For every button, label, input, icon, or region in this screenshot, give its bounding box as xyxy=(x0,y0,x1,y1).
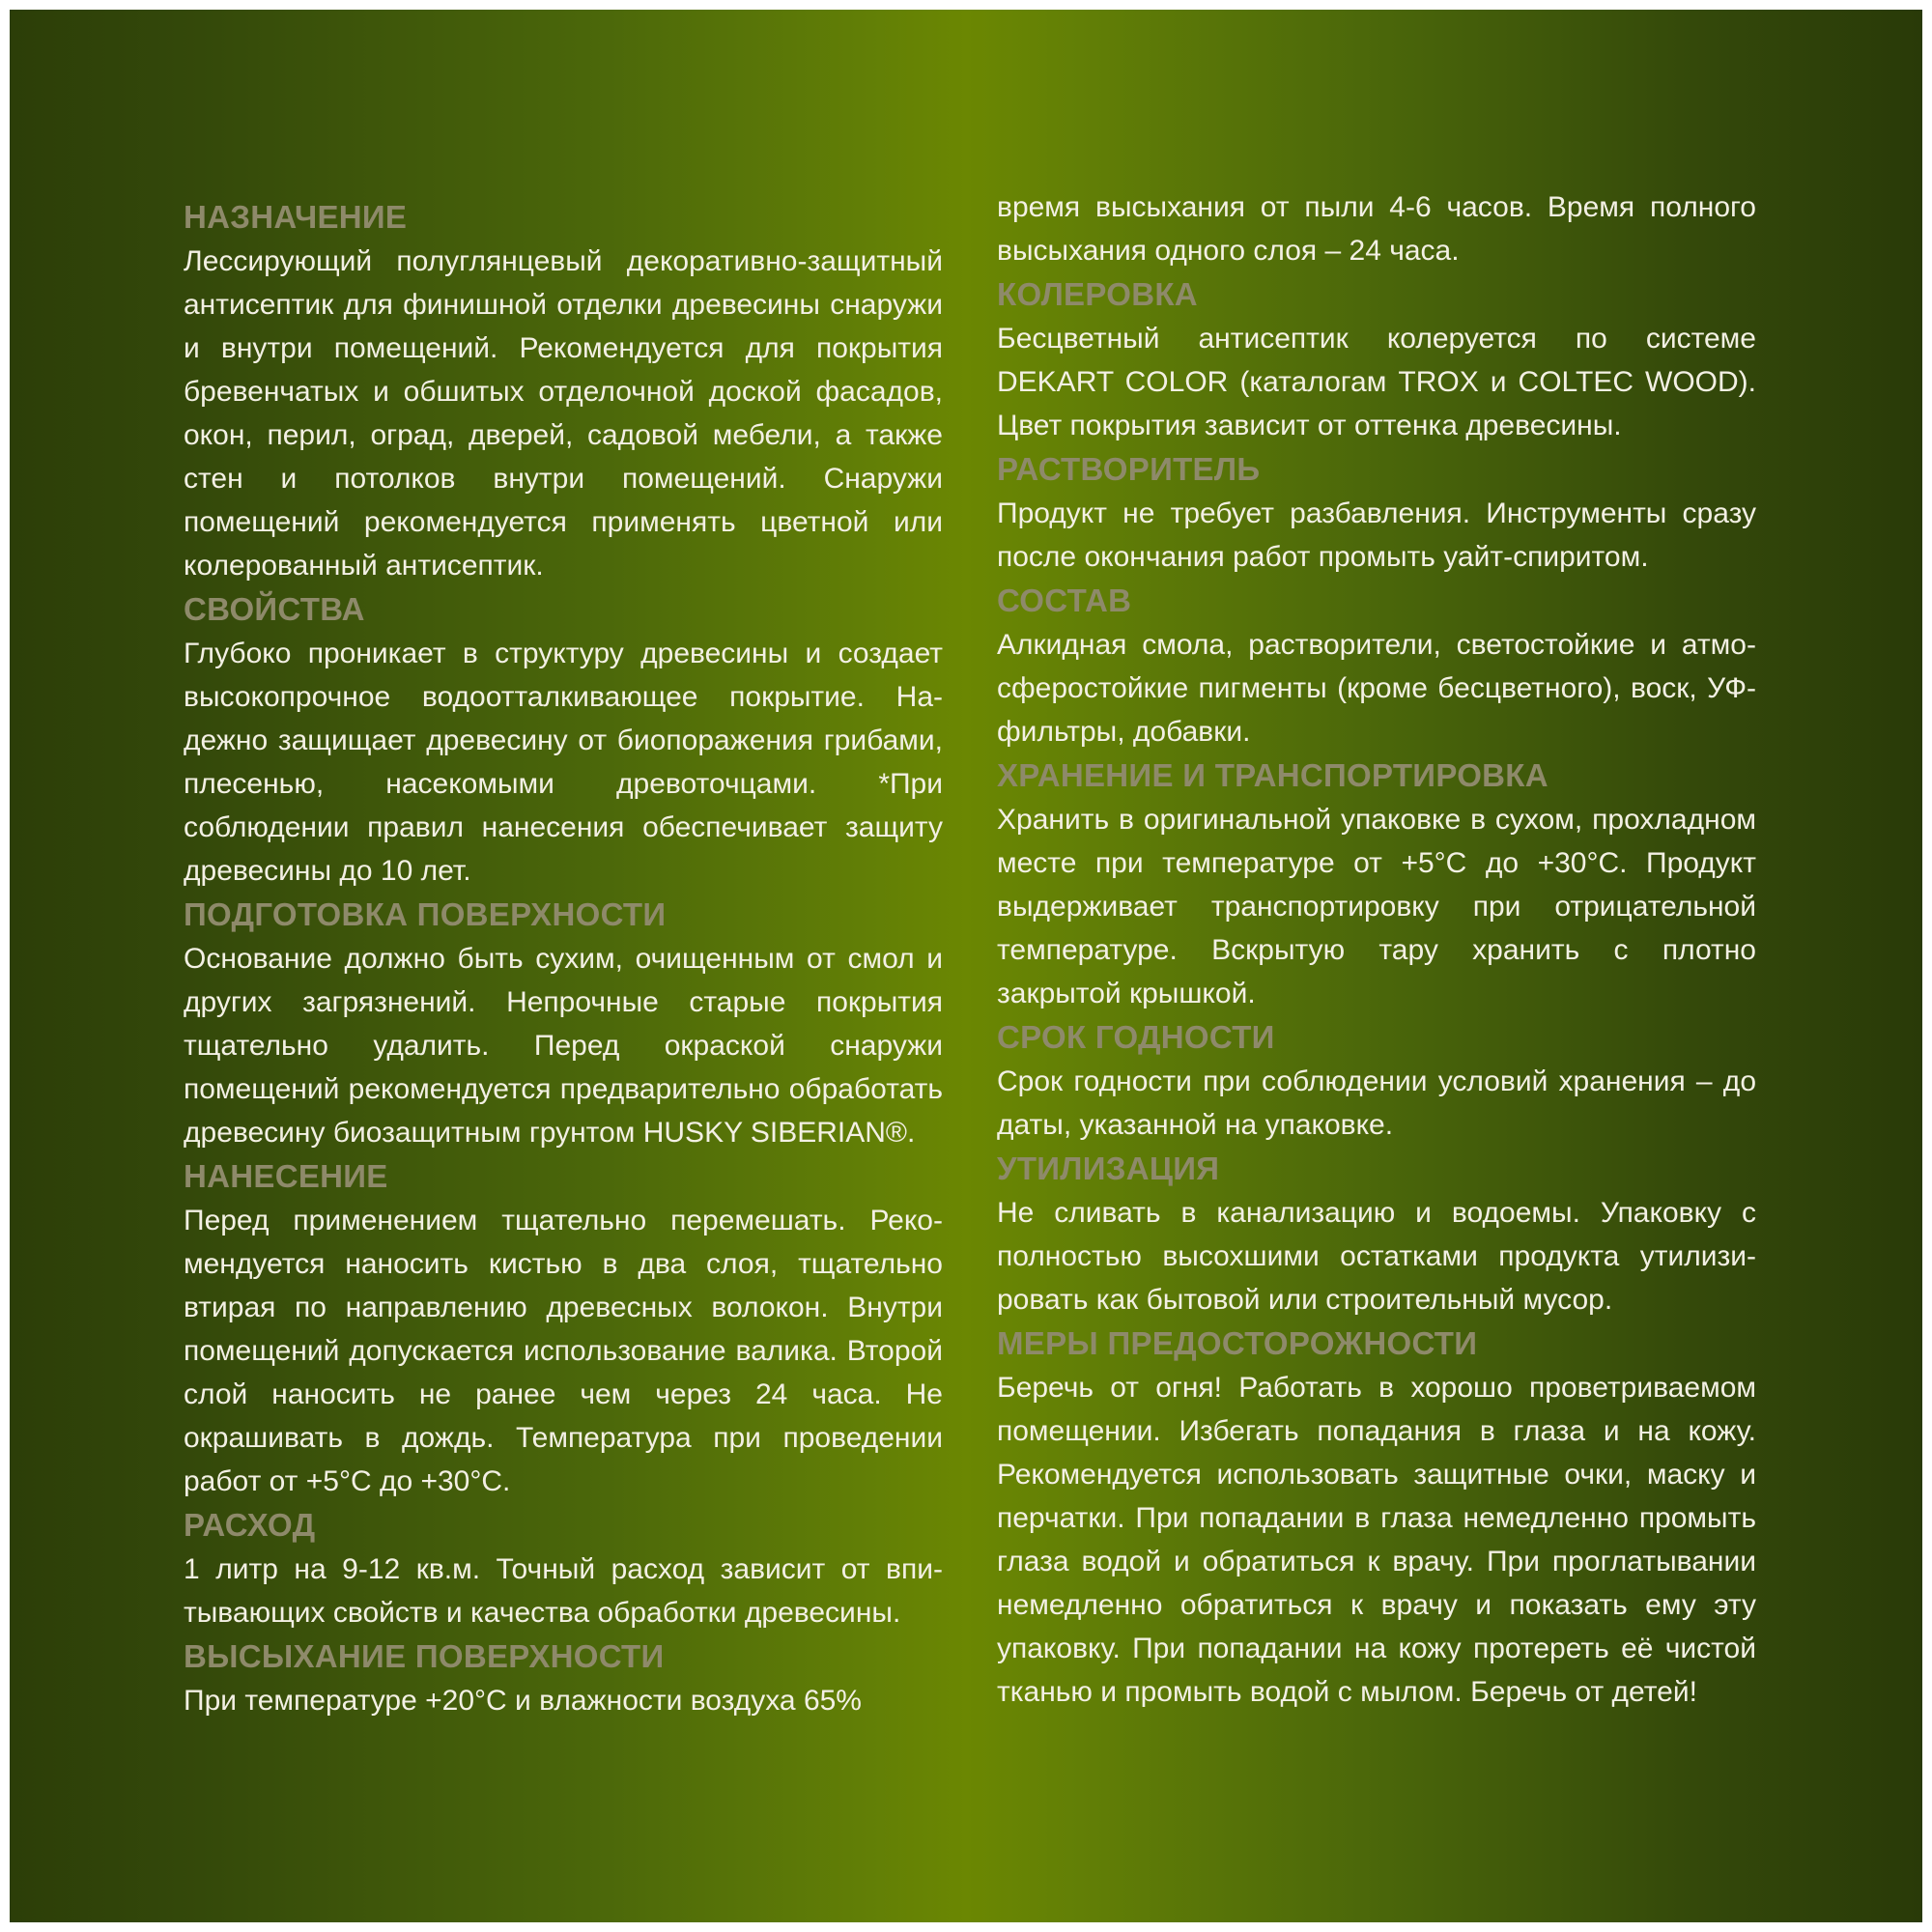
left-column xyxy=(184,195,943,1722)
text-consumption: 1 литр на 9-12 кв.м. Точный расход зависит от впитывающих свойств и качества обработки древесины. xyxy=(184,1553,943,1629)
heading-solvent: РАСТВОРИТЕЛЬ xyxy=(997,451,1261,487)
heading-precautions: МЕРЫ ПРЕДОСТОРОЖНОСТИ xyxy=(997,1325,1478,1361)
text-composition: Алкидная смола, растворители, светостойкие и атмосферостойкие пигменты (кроме бесцветного), воск, УФ-фильтры, добавки. xyxy=(997,629,1756,748)
heading-shelf-life: СРОК ГОДНОСТИ xyxy=(997,1019,1275,1055)
text-purpose: Лессирующий полуглянцевый декоративно-защитный антисептик для финишной отделки древесины снаружи и внутри помещений. Рекомендуется для покрытия бревенчатых и обшитых отделочной доской фасадов, окон, перил, оград, дверей, садовой мебели, а также стен и потолков внутри помещений. Снаружи помещений рекомендуется применять цветной или колерованный антисептик. xyxy=(184,245,943,582)
heading-storage-transport: ХРАНЕНИЕ И ТРАНСПОРТИРОВКА xyxy=(997,757,1548,793)
right-column xyxy=(997,185,1756,1714)
text-surface-preparation: Основание должно быть сухим, очищенным от смол и других загрязнений. Непрочные старые покрытия тщательно удалить. Перед окраской снаружи помещений рекомендуется предварительно обработать древесину биозащитным грунтом HUSKY SIBERIAN®. xyxy=(184,943,943,1149)
text-properties: Глубоко проникает в структуру древесины и создает высокопрочное водоотталкивающее покрытие. Надежно защищает древесину от биопоражения грибами, плесенью, насекомыми древоточцами. *При соблюдении правил нанесения обеспечивает защиту древесины до 10 лет. xyxy=(184,638,943,887)
heading-composition: СОСТАВ xyxy=(997,582,1132,618)
text-disposal: Не сливать в канализацию и водоемы. Упаковку с полностью высохшими остатками продукта утилизировать как бытовой или строительный мусор. xyxy=(997,1197,1756,1316)
text-shelf-life: Срок годности при соблюдении условий хранения – до даты, указанной на упаковке. xyxy=(997,1065,1756,1141)
heading-purpose: НАЗНАЧЕНИЕ xyxy=(184,199,408,235)
text-precautions: Беречь от огня! Работать в хорошо проветриваемом помещении. Избегать попадания в глаза и на кожу. Рекомендуется использовать защитные очки, маску и перчатки. При попадании в глаза немедленно промыть глаза водой и обратиться к врачу. При проглатывании немедленно обратиться к врачу и показать ему эту упаковку. При попадании на кожу протереть её чистой тканью и промыть водой с мылом. Беречь от детей! xyxy=(997,1372,1756,1708)
text-application: Перед применением тщательно перемешать. Рекомендуется наносить кистью в два слоя, тщательно втирая по направлению древесных волокон. Внутри помещений допускается использование валика. Второй слой наносить не ранее чем через 24 часа. Не окрашивать в дождь. Температура при проведении работ от +5°С до +30°С. xyxy=(184,1205,943,1497)
text-surface-drying: При температуре +20°С и влажности воздуха 65% xyxy=(184,1685,862,1717)
heading-surface-drying: ВЫСЫХАНИЕ ПОВЕРХНОСТИ xyxy=(184,1638,665,1674)
heading-application: НАНЕСЕНИЕ xyxy=(184,1158,388,1194)
heading-properties: СВОЙСТВА xyxy=(184,591,365,627)
text-storage-transport: Хранить в оригинальной упаковке в сухом, прохладном месте при температуре от +5°С до +30°С. Продукт выдерживает транспортировку при отрицательной температуре. Вскрытую тару хранить с плотно закрытой крышкой. xyxy=(997,804,1756,1009)
text-drying-continuation: время высыхания от пыли 4-6 часов. Время полного высыхания одного слоя – 24 часа. xyxy=(997,191,1756,267)
text-tinting: Бесцветный антисептик колеруется по системе DEKART COLOR (каталогам TROX и COLTEC WOOD). Цвет покрытия зависит от оттенка древесины. xyxy=(997,323,1756,441)
heading-consumption: РАСХОД xyxy=(184,1507,316,1543)
heading-surface-preparation: ПОДГОТОВКА ПОВЕРХНОСТИ xyxy=(184,896,667,932)
heading-tinting: КОЛЕРОВКА xyxy=(997,276,1198,312)
heading-disposal: УТИЛИЗАЦИЯ xyxy=(997,1151,1220,1186)
label-panel xyxy=(10,10,1922,1922)
text-solvent: Продукт не требует разбавления. Инструменты сразу после окончания работ промыть уайт-спиритом. xyxy=(997,497,1756,573)
